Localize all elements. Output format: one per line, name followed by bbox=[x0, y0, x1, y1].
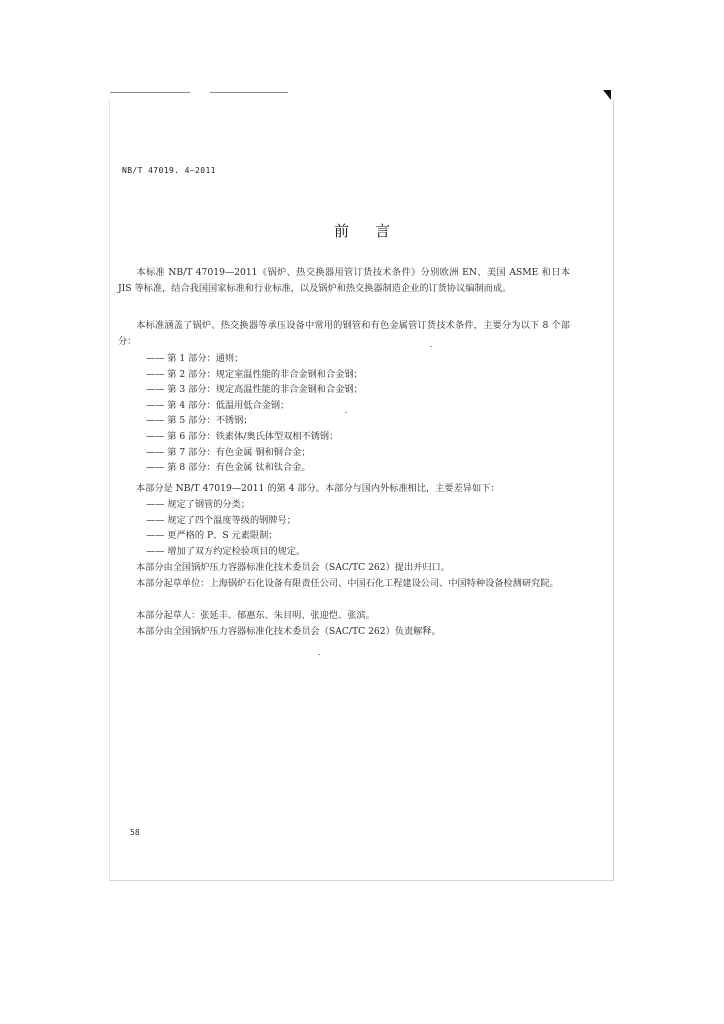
page-number: 58 bbox=[130, 828, 140, 837]
list-item: —— 增加了双方约定检验项目的规定。 bbox=[146, 545, 306, 557]
list-item: —— 第 1 部分：通则； bbox=[146, 353, 244, 364]
corner-mark-icon bbox=[603, 90, 611, 100]
list-item: —— 规定了四个温度等级的钢牌号； bbox=[146, 514, 296, 526]
paragraph-interpretation bbox=[118, 624, 570, 640]
paragraph-drafters bbox=[118, 608, 570, 624]
list-item: —— 第 7 部分：有色金属 铜和铜合金； bbox=[146, 446, 311, 458]
list-item: —— 第 3 部分：规定高温性能的非合金钢和合金钢； bbox=[146, 384, 363, 396]
scan-artifact-line bbox=[110, 92, 190, 93]
paragraph-differences-intro bbox=[118, 481, 570, 497]
list-item: —— 更严格的 P、S 元素限制； bbox=[146, 530, 278, 542]
list-item: —— 第 8 部分：有色金属 钛和钛合金。 bbox=[146, 462, 311, 474]
paragraph-intro bbox=[118, 265, 570, 296]
paragraph-text: 本部分是 NB/T 47019—2011 的第 4 部分。本部分与国内外标准相比，主要差异如下： bbox=[136, 483, 500, 494]
paragraph-text: 本部分由全国锅炉压力容器标准化技术委员会（SAC/TC 262）提出并归口。 bbox=[136, 562, 450, 573]
page-edge bbox=[109, 880, 614, 881]
list-item: —— 第 2 部分：规定室温性能的非合金钢和合金钢； bbox=[146, 368, 363, 380]
page-title: 前言 bbox=[333, 222, 416, 240]
page-edge bbox=[109, 100, 110, 880]
scan-speck bbox=[430, 346, 432, 347]
paragraph-scope bbox=[118, 318, 570, 349]
paragraph-proposer bbox=[118, 560, 570, 576]
standard-number: NB/T 47019. 4—2011 bbox=[122, 166, 216, 175]
parts-list bbox=[118, 351, 570, 481]
page-edge bbox=[613, 100, 614, 880]
list-item: —— 第 5 部分：不锈钢； bbox=[146, 415, 253, 427]
list-item: —— 第 4 部分：低温用低合金钢； bbox=[146, 399, 290, 411]
scan-artifact-line bbox=[210, 92, 288, 93]
paragraph-text: 本部分由全国锅炉压力容器标准化技术委员会（SAC/TC 262）负责解释。 bbox=[136, 626, 441, 637]
paragraph-text: 本标准 NB/T 47019—2011《锅炉、热交换器用管订货技术条件》分别欧洲 EN、美国 ASME 和日本 JIS 等标准，结合我国国家标准和行业标准，以及锅炉和热交换器制造企业的订货协议编制而成。 bbox=[118, 267, 570, 294]
paragraph-text: 本部分起草人：张延丰、郁惠东、朱目明、张迎恺、张滨。 bbox=[136, 610, 375, 621]
scan-speck bbox=[318, 654, 320, 655]
paragraph-text: 本部分起草单位：上海锅炉石化设备有限责任公司、中国石化工程建设公司、中国特种设备检测研究院。 bbox=[136, 578, 559, 589]
list-item: —— 规定了钢管的分类； bbox=[146, 499, 250, 510]
list-item: —— 第 6 部分：铁素体/奥氏体型双相不锈钢； bbox=[146, 431, 339, 442]
differences-list bbox=[118, 497, 570, 563]
scan-speck bbox=[345, 412, 347, 413]
paragraph-drafting-units bbox=[118, 576, 570, 592]
paragraph-text: 本标准涵盖了锅炉、热交换器等承压设备中常用的钢管和有色金属管订货技术条件，主要分为以下 8 个部分： bbox=[118, 320, 570, 347]
